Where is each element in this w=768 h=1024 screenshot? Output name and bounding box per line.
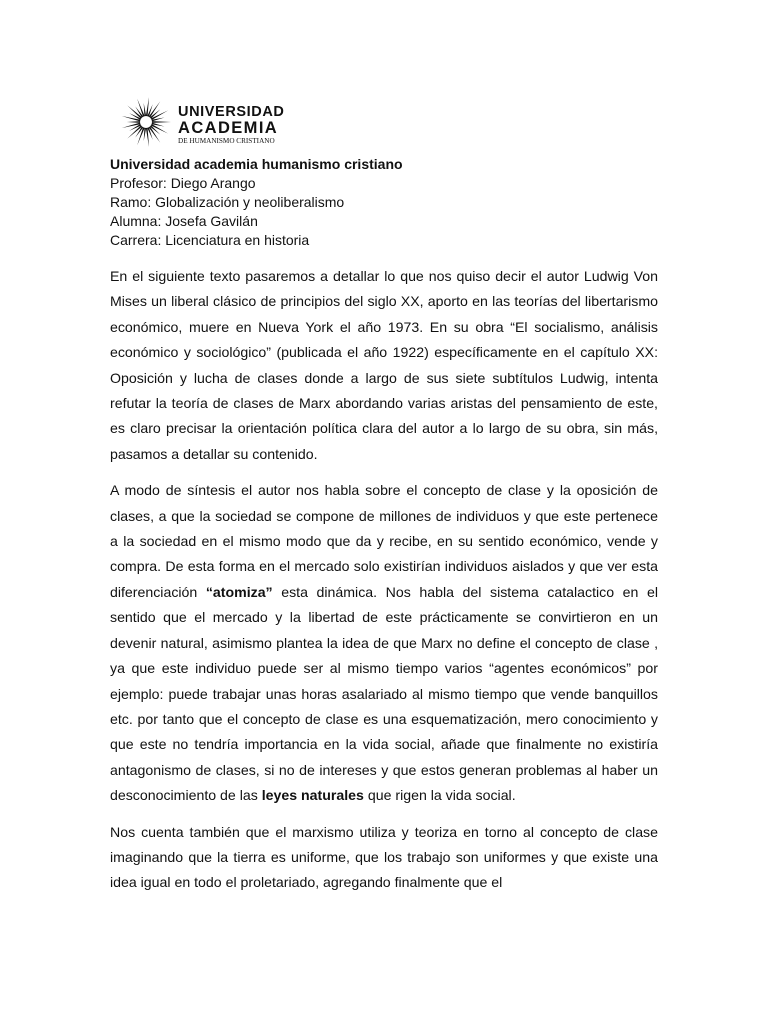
paragraph-2-text-a: A modo de síntesis el autor nos habla sobre el concepto de clase y la oposición de clases, a que la sociedad se compone de millones de individuos y que este pertenece a la sociedad en el mismo modo que da y recibe, en su sentido económico, vende y compra. De esta forma en el mercado solo existirían individuos aislados y que ver esta diferenciación	[110, 482, 658, 600]
bold-term-leyes-naturales: leyes naturales	[261, 787, 364, 804]
university-logo	[120, 96, 310, 152]
logo-line-academia: ACADEMIA	[178, 119, 279, 137]
course-line: Ramo: Globalización y neoliberalismo	[110, 194, 345, 210]
degree-line: Carrera: Licenciatura en historia	[110, 232, 310, 248]
professor-line: Profesor: Diego Arango	[110, 175, 256, 191]
logo-line-humanismo: DE HUMANISMO CRISTIANO	[178, 137, 275, 145]
student-line: Alumna: Josefa Gavilán	[110, 213, 258, 229]
document-header	[110, 155, 658, 250]
document-body	[110, 264, 658, 907]
paragraph-2	[110, 478, 658, 808]
paragraph-2-text-c: que rigen la vida social.	[363, 787, 516, 804]
university-name: Universidad academia humanismo cristiano	[110, 156, 403, 172]
paragraph-2-text-b: esta dinámica. Nos habla del sistema catalactico en el sentido que el mercado y la libertad de este prácticamente se convirtieron en un devenir natural, asimismo plantea la idea de que Marx no define el concepto de clase , ya que este individuo puede ser al mismo tiempo varios “agentes económicos” por ejemplo: puede trabajar unas horas asalariado al mismo tiempo que vende banquillos etc. por tanto que el concepto de clase es una esquematización, mero conocimiento y que este no tendría importancia en la vida social, añade que finalmente no existiría antagonismo de clases, si no de intereses y que estos generan problemas al haber un desconocimiento de las	[110, 583, 659, 804]
paragraph-1: En el siguiente texto pasaremos a detallar lo que nos quiso decir el autor Ludwig Von Mises un liberal clásico de principios del siglo XX, aporto en las teorías del libertarismo económico, muere en Nueva York el año 1973. En su obra “El socialismo, análisis económico y sociológico” (publicada el año 1922) específicamente en el capítulo XX: Oposición y lucha de clases donde a largo de sus siete subtítulos Ludwig, intenta refutar la teoría de clases de Marx abordando varias aristas del pensamiento de este, es claro precisar la orientación política clara del autor a lo largo de su obra, sin más, pasamos a detallar su contenido.	[110, 268, 658, 462]
logo-line-universidad: UNIVERSIDAD	[178, 104, 285, 120]
bold-term-atomiza: “atomiza”	[205, 583, 273, 600]
starburst-icon	[120, 96, 172, 148]
paragraph-3: Nos cuenta también que el marxismo utiliza y teoriza en torno al concepto de clase imaginando que la tierra es uniforme, que los trabajo son uniformes y que existe una idea igual en todo el proletariado, agregando finalmente que el	[110, 823, 658, 891]
